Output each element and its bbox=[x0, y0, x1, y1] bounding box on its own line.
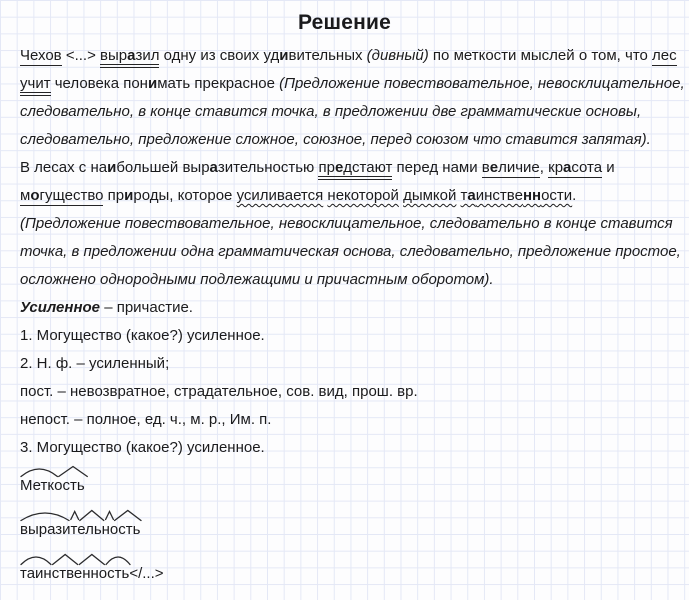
attribute-word: некоторой bbox=[327, 187, 399, 204]
word-analysis-block bbox=[20, 464, 689, 495]
predicate-word bbox=[318, 159, 392, 180]
text-segment: 3. Могущество (какое?) усиленное. bbox=[20, 439, 265, 456]
accent-letter: и bbox=[279, 47, 289, 64]
text-fragment: сота bbox=[571, 159, 603, 176]
text-fragment: большей bbox=[116, 159, 179, 176]
text-segment: следовательно, предложение сложное, союзное, перед союзом что ставится запятая). bbox=[20, 131, 651, 148]
text-segment: (Предложение повествовательное, невосклицательное, bbox=[279, 75, 685, 92]
text-fragment: роды bbox=[133, 187, 170, 204]
text-line bbox=[20, 294, 677, 322]
word-analysis-block bbox=[20, 552, 689, 583]
text-line bbox=[20, 182, 677, 210]
subject-word bbox=[20, 187, 103, 206]
text-line bbox=[20, 378, 677, 406]
text-line bbox=[20, 210, 677, 238]
text-fragment: пр bbox=[107, 187, 125, 204]
text-fragment: вительных bbox=[288, 47, 363, 64]
suffix-hat-mark bbox=[79, 555, 104, 565]
subject-word bbox=[548, 159, 602, 178]
text-line bbox=[20, 42, 677, 70]
text-fragment: выр bbox=[182, 159, 210, 176]
text-line bbox=[20, 126, 677, 154]
text-fragment: ости bbox=[541, 187, 573, 204]
text-segment: (дивный) bbox=[366, 47, 429, 64]
text-segment: пост. – невозвратное, страдательное, сов. вид, прош. вр. bbox=[20, 383, 418, 400]
subject-word: Чехов bbox=[20, 47, 62, 64]
subject-word: лес bbox=[652, 47, 677, 64]
accent-letter: и bbox=[124, 187, 134, 204]
analyzed-word: таинственность bbox=[20, 565, 130, 582]
analyzed-word-line bbox=[20, 520, 689, 539]
text-line bbox=[20, 266, 677, 294]
text-fragment: дстают bbox=[343, 159, 393, 176]
analyzed-word-line bbox=[20, 564, 689, 583]
text-segment: – причастие. bbox=[100, 299, 193, 316]
accent-letter: и bbox=[147, 75, 158, 92]
suffix-hat-mark bbox=[80, 511, 104, 521]
suffix-hat-mark bbox=[53, 555, 78, 565]
text-segment: 2. Н. ф. – усиленный; bbox=[20, 355, 170, 372]
text-line bbox=[20, 154, 677, 182]
text-fragment: личие bbox=[498, 159, 540, 176]
text-fragment: т bbox=[460, 187, 468, 204]
text-segment: и bbox=[602, 159, 615, 176]
accent-letter: нн bbox=[522, 187, 542, 204]
text-segment: осложнено однородными подлежащими и причастным оборотом). bbox=[20, 271, 494, 288]
text-fragment: на bbox=[90, 159, 108, 176]
text-fragment: гущество bbox=[39, 187, 104, 204]
text-segment: точка, в предложении одна грамматическая основа, следовательно, предложение простое, bbox=[20, 243, 681, 260]
subject-word bbox=[482, 159, 540, 178]
suffix-hat-mark bbox=[59, 467, 88, 477]
page-title: Решение bbox=[297, 11, 392, 34]
text-segment: человека bbox=[50, 75, 124, 92]
text-fragment: мать bbox=[157, 75, 191, 92]
analyzed-word: выразительность bbox=[20, 521, 141, 538]
text-segment: одну из своих bbox=[159, 47, 264, 64]
text-segment bbox=[123, 75, 190, 92]
attribute-word bbox=[461, 187, 573, 204]
analyzed-word-line bbox=[20, 476, 689, 495]
text-fragment: кр bbox=[548, 159, 564, 176]
solution-text bbox=[0, 42, 689, 462]
text-segment bbox=[263, 47, 362, 64]
accent-letter: о bbox=[30, 187, 40, 204]
suffix-hat-mark bbox=[115, 511, 141, 521]
text-segment: Усиленное bbox=[20, 299, 101, 316]
accent-letter: а bbox=[209, 159, 218, 176]
text-fragment: выр bbox=[100, 47, 128, 64]
predicate-word: учит bbox=[20, 75, 51, 96]
text-segment bbox=[90, 159, 178, 176]
text-line bbox=[20, 98, 677, 126]
text-line bbox=[20, 434, 677, 462]
text-line bbox=[20, 350, 677, 378]
suffix-caret-mark bbox=[71, 512, 79, 520]
text-line bbox=[20, 322, 677, 350]
text-line bbox=[20, 70, 685, 98]
trailing-text: </...> bbox=[129, 565, 164, 582]
predicate-word bbox=[100, 47, 159, 68]
text-fragment: пон bbox=[123, 75, 148, 92]
accent-letter: е bbox=[334, 159, 344, 176]
text-fragment: в bbox=[481, 159, 490, 176]
accent-letter: а bbox=[467, 187, 476, 204]
text-segment: , которое bbox=[169, 187, 237, 204]
text-line bbox=[20, 406, 677, 434]
text-fragment: пр bbox=[318, 159, 335, 176]
text-fragment: зил bbox=[135, 47, 160, 64]
attribute-word: дымкой bbox=[403, 187, 457, 204]
text-segment bbox=[182, 159, 314, 176]
text-fragment: зительностью bbox=[217, 159, 315, 176]
text-segment: В лесах с bbox=[20, 159, 91, 176]
text-segment: следовательно, в конце ставится точка, в предложении две грамматические основы, bbox=[20, 103, 642, 120]
word-analysis-block bbox=[20, 508, 689, 539]
attribute-word: усиливается bbox=[236, 187, 324, 204]
text-segment: прекрасное bbox=[190, 75, 280, 92]
suffix-caret-mark bbox=[106, 512, 114, 520]
accent-letter: е bbox=[489, 159, 499, 176]
word-composition-section bbox=[0, 464, 689, 583]
text-line bbox=[20, 238, 681, 266]
text-segment: . bbox=[572, 187, 577, 204]
accent-letter: и bbox=[107, 159, 117, 176]
text-segment: <...> bbox=[61, 47, 101, 64]
text-segment: непост. – полное, ед. ч., м. р., Им. п. bbox=[20, 411, 272, 428]
text-segment: , bbox=[539, 159, 549, 176]
accent-letter: а bbox=[563, 159, 572, 176]
text-fragment: уд bbox=[263, 47, 280, 64]
text-segment: (Предложение повествовательное, невосклицательное, следовательно в конце ставится bbox=[20, 215, 673, 232]
accent-letter: а bbox=[127, 47, 136, 64]
text-segment: перед нами bbox=[392, 159, 482, 176]
text-segment: по меткости мыслей о том, что bbox=[428, 47, 653, 64]
text-segment bbox=[108, 187, 170, 204]
text-fragment: м bbox=[20, 187, 31, 204]
text-segment: 1. Могущество (какое?) усиленное. bbox=[20, 327, 265, 344]
text-fragment: инстве bbox=[475, 187, 523, 204]
analyzed-word: Меткость bbox=[20, 477, 85, 494]
